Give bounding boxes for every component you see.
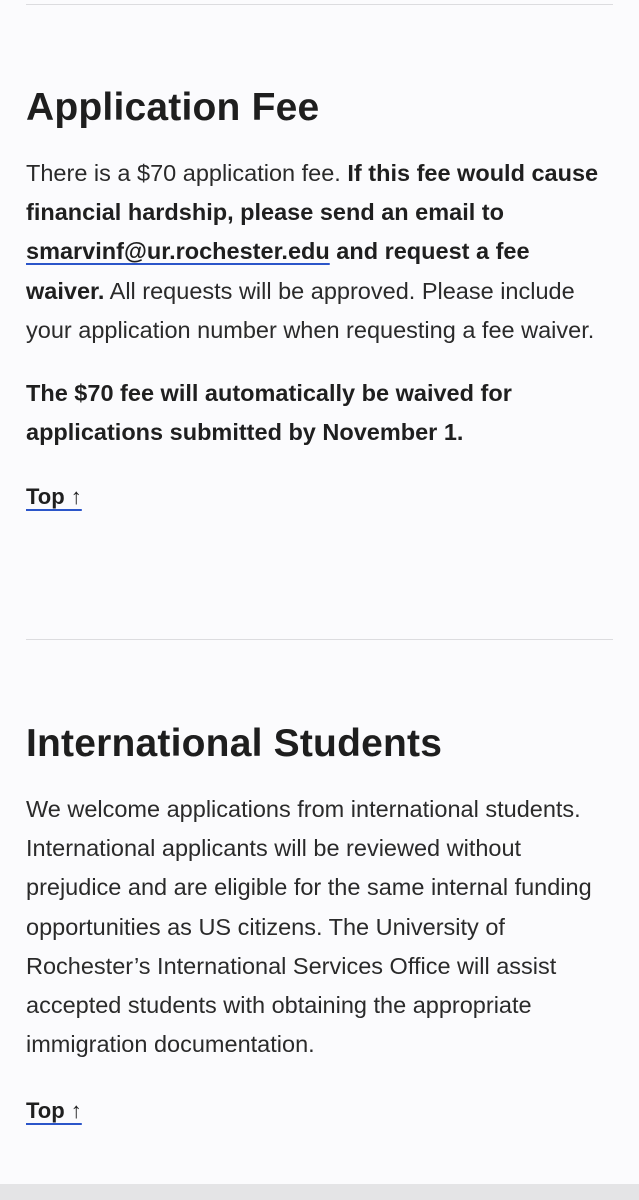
international-students-paragraph: We welcome applications from international students. International applicants will be reviewed without prejudice and are eligible for the same internal funding opportunities as US citizens. The University of Rochester’s International Services Office will assist accepted students with obtaining the appropriate immigration documentation. — [26, 796, 592, 1058]
fee-approval-text: All requests will be approved. Please include your application number when requesting a fee waiver. — [26, 277, 595, 343]
fee-auto-waiver-text: The $70 fee will automatically be waived for applications submitted by November 1. — [26, 380, 512, 446]
international-students-heading: International Students — [26, 722, 443, 765]
application-fee-section — [26, 84, 606, 512]
back-to-top-link[interactable]: Top ↑ — [26, 484, 82, 510]
section-divider — [26, 639, 613, 640]
fee-auto-waiver-paragraph — [26, 374, 606, 452]
fee-text: There is a $70 application fee. — [26, 160, 348, 186]
section-divider-top — [26, 4, 613, 5]
application-fee-paragraph — [26, 154, 606, 350]
fee-waiver-request-text: and request a fee waiver. — [26, 238, 530, 304]
fee-waiver-email-link[interactable]: smarvinf@ur.rochester.edu — [26, 238, 330, 265]
back-to-top-link[interactable]: Top ↑ — [26, 1098, 82, 1124]
international-students-section — [26, 720, 606, 1126]
bottom-toolbar-edge — [0, 1184, 639, 1200]
application-fee-heading: Application Fee — [26, 86, 320, 129]
fee-hardship-text: If this fee would cause financial hardship, please send an email to — [26, 160, 599, 226]
